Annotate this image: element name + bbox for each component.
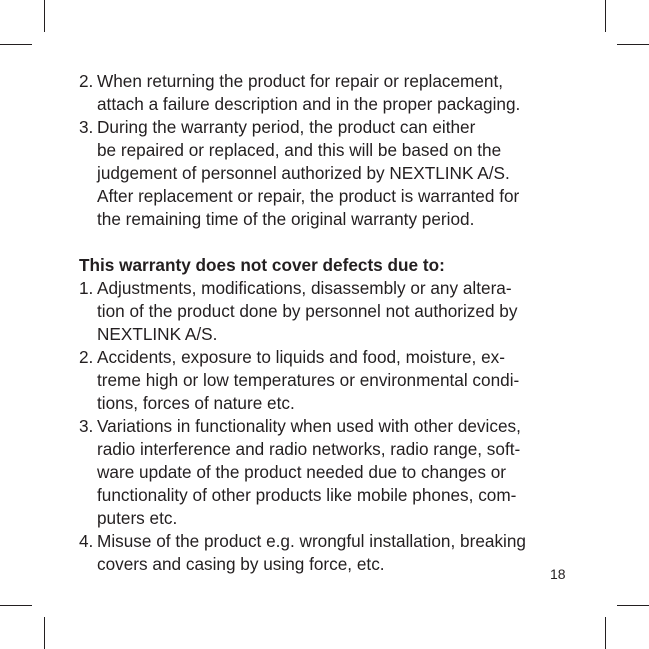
- list-item-text: [97, 346, 579, 415]
- text-line: tions, forces of nature etc.: [97, 393, 295, 413]
- text-line: functionality of other products like mobile phones, com-: [97, 485, 517, 505]
- crop-mark-bottom-right-horizontal: [617, 605, 649, 606]
- text-line: radio interference and radio networks, radio range, soft-: [97, 439, 521, 459]
- text-line: Misuse of the product e.g. wrongful installation, breaking: [97, 531, 526, 551]
- text-line: Variations in functionality when used with other devices,: [97, 416, 521, 436]
- text-line: be repaired or replaced, and this will be based on the: [97, 140, 502, 160]
- text-line: judgement of personnel authorized by NEXTLINK A/S.: [97, 163, 510, 183]
- list-item: [79, 116, 579, 231]
- list-item: [79, 70, 579, 116]
- paragraph-spacer: [79, 231, 579, 254]
- list-item-number: 4.: [79, 531, 94, 551]
- list-item-number: 1.: [79, 278, 94, 298]
- text-line: During the warranty period, the product can either: [97, 117, 476, 137]
- warranty-conditions-list: [79, 70, 579, 231]
- text-line: the remaining time of the original warranty period.: [97, 209, 475, 229]
- list-item-number: 2.: [79, 71, 94, 91]
- list-item: [79, 346, 579, 415]
- text-line: tion of the product done by personnel not authorized by: [97, 301, 518, 321]
- list-item-text: [97, 277, 579, 346]
- list-item-text: [97, 530, 579, 576]
- list-item: [79, 530, 579, 576]
- text-line: When returning the product for repair or replacement,: [97, 71, 504, 91]
- list-item-number: 2.: [79, 347, 94, 367]
- page-number: 18: [550, 566, 566, 582]
- list-item-text: [97, 116, 579, 231]
- list-item: [79, 415, 579, 530]
- text-line: covers and casing by using force, etc.: [97, 554, 385, 574]
- text-line: attach a failure description and in the proper packaging.: [97, 94, 521, 114]
- list-item-number: 3.: [79, 416, 94, 436]
- text-line: puters etc.: [97, 508, 178, 528]
- crop-mark-bottom-left-vertical: [44, 617, 45, 649]
- crop-mark-top-left-vertical: [44, 0, 45, 32]
- page-content: [79, 70, 579, 576]
- crop-mark-bottom-right-vertical: [605, 617, 606, 649]
- section-heading: This warranty does not cover defects due to:: [79, 255, 445, 275]
- list-item-text: [97, 415, 579, 530]
- text-line: ware update of the product needed due to changes or: [97, 462, 506, 482]
- text-line: Adjustments, modifications, disassembly or any altera-: [97, 278, 512, 298]
- text-line: treme high or low temperatures or environmental condi-: [97, 370, 520, 390]
- crop-mark-bottom-left-horizontal: [0, 605, 32, 606]
- text-line: After replacement or repair, the product is warranted for: [97, 186, 520, 206]
- text-line: NEXTLINK A/S.: [97, 324, 218, 344]
- list-item-text: [97, 70, 579, 116]
- crop-mark-top-right-vertical: [605, 0, 606, 32]
- list-item-number: 3.: [79, 117, 94, 137]
- crop-mark-top-left-horizontal: [0, 44, 32, 45]
- warranty-exclusions-list: [79, 277, 579, 576]
- crop-mark-top-right-horizontal: [617, 44, 649, 45]
- text-line: Accidents, exposure to liquids and food, moisture, ex-: [97, 347, 505, 367]
- list-item: [79, 277, 579, 346]
